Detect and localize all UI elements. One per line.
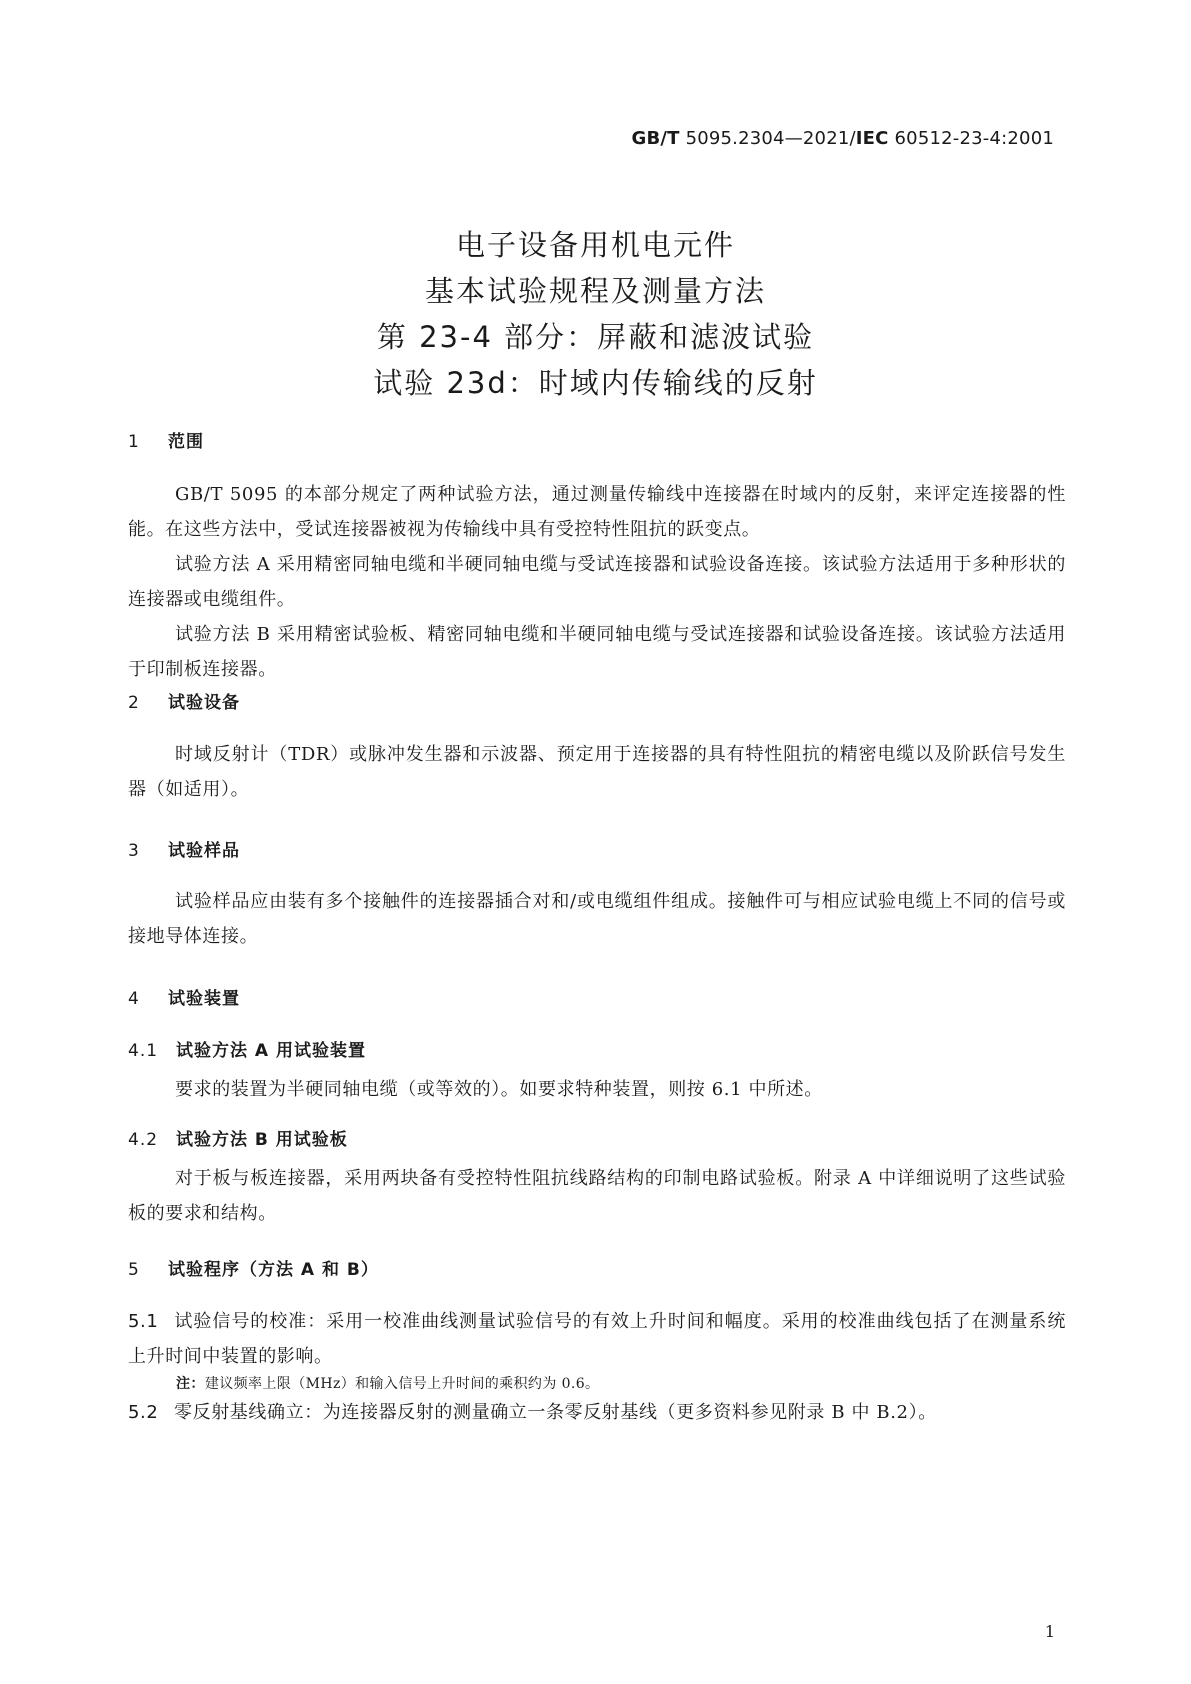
section-1-paragraph-3: 试验方法 B 采用精密试验板、精密同轴电缆和半硬同轴电缆与受试连接器和试验设备连接。该试验方法适用于印制板连接器。: [128, 624, 1066, 680]
document-title: [0, 222, 1191, 406]
section-number: 4.2: [128, 1130, 159, 1150]
section-1-heading: [128, 427, 204, 452]
section-title: 试验方法 A 用试验装置: [176, 1041, 366, 1061]
section-4-1-heading: [128, 1036, 366, 1061]
section-3-heading: [128, 836, 240, 861]
section-1-paragraph-2: 试验方法 A 采用精密同轴电缆和半硬同轴电缆与受试连接器和试验设备连接。该试验方法适用于多种形状的连接器或电缆组件。: [128, 554, 1066, 610]
std-iec-number: 60512-23-4:2001: [894, 128, 1054, 149]
section-4-1-paragraph: 要求的装置为半硬同轴电缆（或等效的）。如要求特种装置，则按 6.1 中所述。: [175, 1079, 823, 1100]
section-4-heading: [128, 984, 240, 1009]
clause-number: 5.1: [128, 1311, 159, 1332]
section-number: 4.1: [128, 1041, 159, 1061]
standard-code: [631, 128, 1054, 149]
section-title: 试验设备: [168, 693, 240, 713]
section-5-1-paragraph: [128, 1304, 1066, 1374]
section-3-paragraph-1: 试验样品应由装有多个接触件的连接器插合对和/或电缆组件组成。接触件可与相应试验电缆上不同的信号或接地导体连接。: [128, 891, 1066, 947]
title-line-4: 试验 23d：时域内传输线的反射: [373, 366, 818, 400]
section-4-2-heading: [128, 1125, 348, 1150]
section-4-2-paragraph: 对于板与板连接器，采用两块备有受控特性阻抗线路结构的印制电路试验板。附录 A 中详细说明了这些试验板的要求和结构。: [128, 1168, 1066, 1224]
section-2-paragraph-1: 时域反射计（TDR）或脉冲发生器和示波器、预定用于连接器的具有特性阻抗的精密电缆以及阶跃信号发生器（如适用）。: [128, 744, 1066, 800]
clause-text: 试验信号的校准：采用一校准曲线测量试验信号的有效上升时间和幅度。采用的校准曲线包括了在测量系统上升时间中装置的影响。: [128, 1311, 1066, 1367]
title-line-1: 电子设备用机电元件: [455, 228, 735, 262]
clause-text: 零反射基线确立：为连接器反射的测量确立一条零反射基线（更多资料参见附录 B 中 B.2）。: [174, 1402, 937, 1423]
note-label: 注：: [176, 1376, 205, 1392]
section-title: 试验方法 B 用试验板: [176, 1130, 348, 1150]
note-text: 建议频率上限（MHz）和输入信号上升时间的乘积约为 0.6。: [204, 1376, 600, 1392]
section-5-2-paragraph: [128, 1395, 1066, 1430]
section-number: 3: [128, 841, 140, 861]
section-number: 4: [128, 989, 140, 1009]
section-number: 2: [128, 693, 140, 713]
page-number: 1: [1044, 1622, 1055, 1641]
section-title: 范围: [168, 432, 204, 452]
std-prefix: GB/T: [631, 128, 680, 149]
std-number: 5095.2304—2021/: [685, 128, 856, 149]
clause-number: 5.2: [128, 1402, 159, 1423]
section-2-heading: [128, 688, 240, 713]
section-title: 试验装置: [168, 989, 240, 1009]
title-line-2: 基本试验规程及测量方法: [424, 274, 766, 308]
std-iec: IEC: [855, 128, 889, 149]
section-1-paragraph-1: GB/T 5095 的本部分规定了两种试验方法，通过测量传输线中连接器在时域内的反射，来评定连接器的性能。在这些方法中，受试连接器被视为传输线中具有受控特性阻抗的跃变点。: [128, 484, 1066, 540]
section-5-heading: [128, 1255, 379, 1280]
section-title: 试验程序（方法 A 和 B）: [168, 1260, 379, 1280]
section-title: 试验样品: [168, 841, 240, 861]
note: [176, 1373, 599, 1393]
title-line-3: 第 23-4 部分：屏蔽和滤波试验: [376, 320, 815, 354]
section-number: 5: [128, 1260, 140, 1280]
section-number: 1: [128, 432, 140, 452]
